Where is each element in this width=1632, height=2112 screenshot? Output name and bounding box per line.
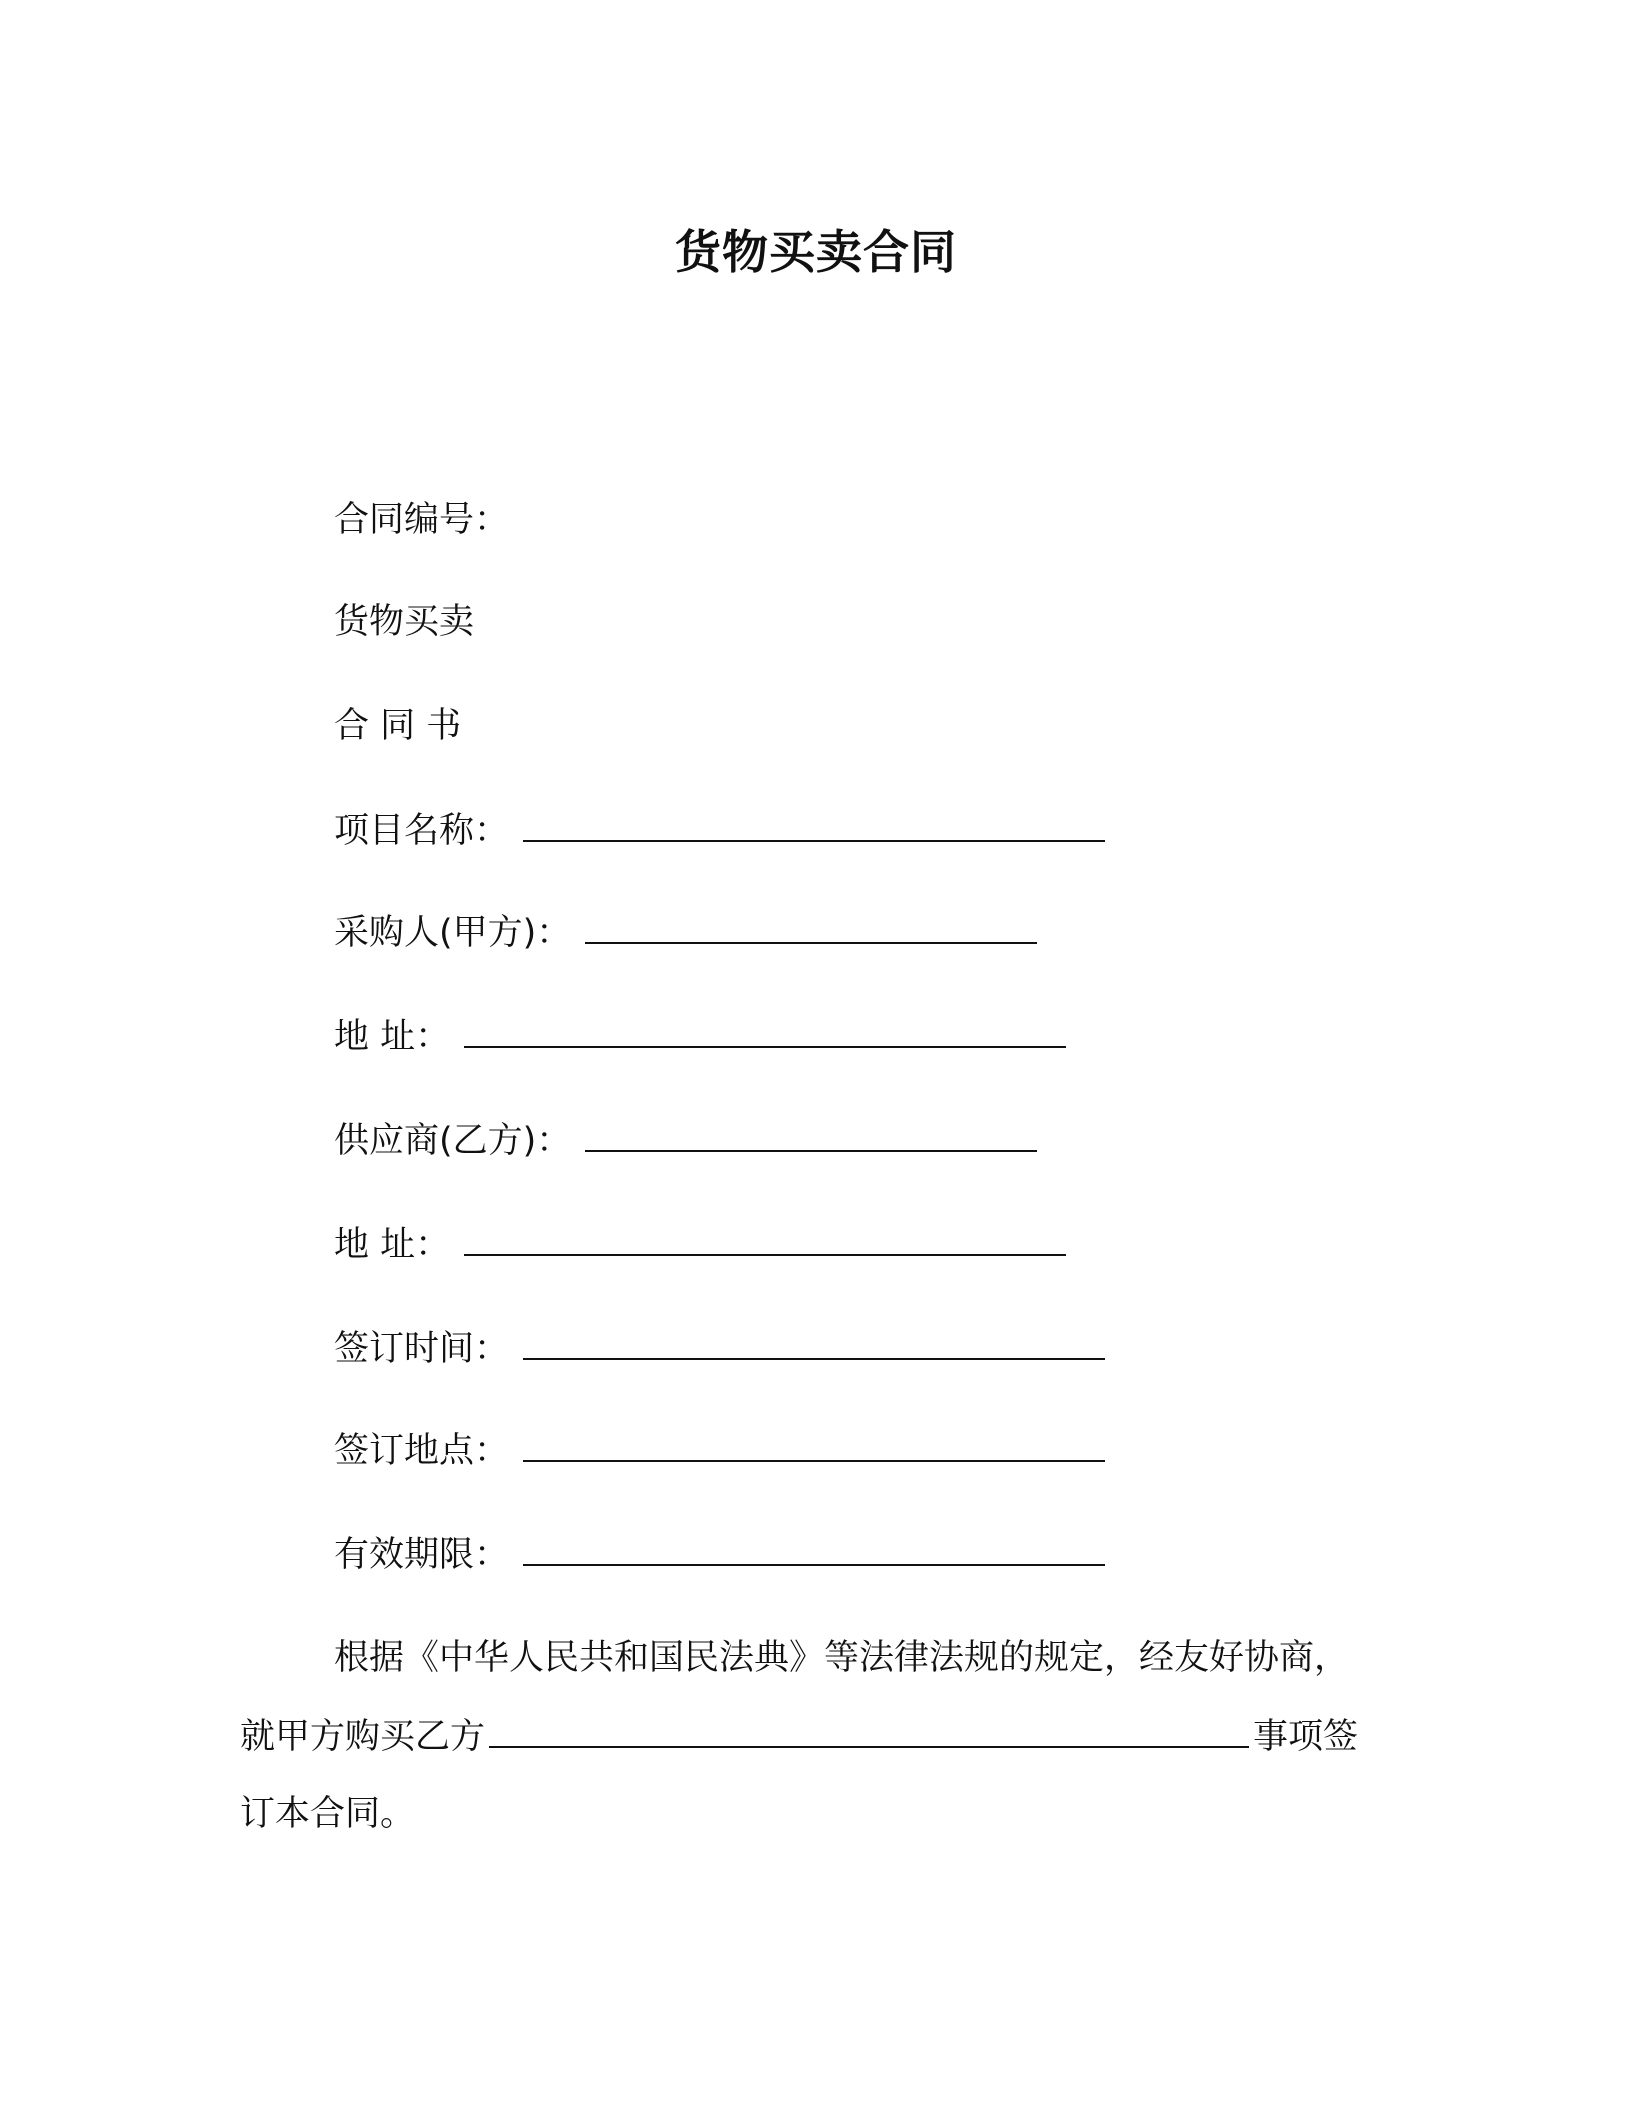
field-label: 供应商(乙方)： [334,1121,572,1161]
blank-line[interactable] [523,1426,1105,1462]
blank-line[interactable] [489,1712,1249,1748]
body-paragraph-line3: 订本合同。 [240,1794,416,1834]
field-signing-place [334,1426,1105,1475]
body-text: 事项签 [1253,1717,1359,1757]
field-label: 项目名称： [334,811,510,851]
cover-line-goods-trade: 货物买卖 [334,602,475,642]
blank-line[interactable] [464,1220,1066,1256]
field-label: 地 址： [334,1225,451,1265]
body-text: 就甲方购买乙方 [240,1717,486,1757]
blank-line[interactable] [523,1324,1105,1360]
field-validity-period [334,1530,1105,1579]
field-label: 签订地点： [334,1431,510,1471]
field-supplier [334,1116,1037,1165]
cover-line-contract-book: 合 同 书 [334,706,462,746]
field-label: 地 址： [334,1017,451,1057]
body-paragraph-line1: 根据《中华人民共和国民法典》等法律法规的规定，经友好协商， [334,1638,1350,1678]
contract-number-label: 合同编号： [334,500,510,540]
field-label: 采购人(甲方)： [334,913,572,953]
blank-line[interactable] [523,806,1105,842]
field-buyer-address [334,1012,1066,1061]
field-supplier-address [334,1220,1066,1269]
field-label: 签订时间： [334,1329,510,1369]
blank-line[interactable] [585,1116,1037,1152]
field-buyer [334,908,1037,957]
blank-line[interactable] [523,1530,1105,1566]
field-label: 有效期限： [334,1535,510,1575]
document-title: 货物买卖合同 [675,225,957,279]
blank-line[interactable] [464,1012,1066,1048]
field-project-name [334,806,1105,855]
field-signing-time [334,1324,1105,1373]
blank-line[interactable] [585,908,1037,944]
body-paragraph-line2 [240,1712,1358,1761]
